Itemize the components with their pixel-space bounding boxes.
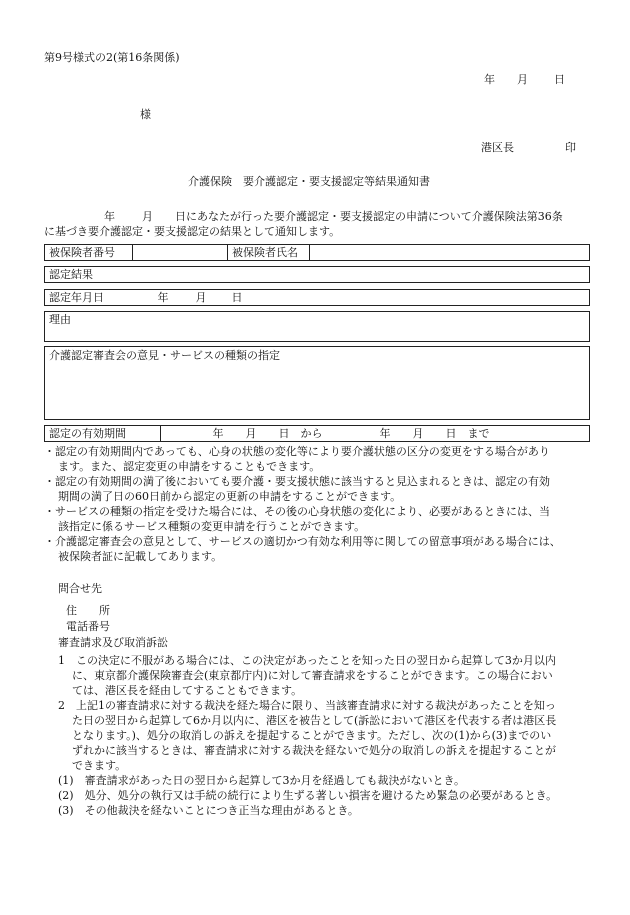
intro-line1: 日にあなたが行った要介護認定・要支援認定の申請について介護保険法第36条	[175, 210, 563, 223]
cert-date-year: 年	[157, 291, 169, 304]
insured-number-value	[133, 245, 228, 261]
result-row	[44, 266, 590, 283]
note-1-line-2: ます。また、認定変更の申請をすることもできます。	[58, 460, 321, 473]
cert-date-label: 認定年月日	[49, 291, 104, 304]
validity-to: 年 月 日 まで	[379, 427, 490, 440]
cert-date-cell	[45, 290, 590, 306]
appeal-p2-line-5: できます。	[72, 759, 127, 772]
validity-label: 認定の有効期間	[45, 426, 161, 442]
insured-name-label: 被保険者氏名	[228, 245, 310, 261]
insured-name-value	[310, 245, 590, 261]
appeal-item-3: (3) その他裁決を経ないことにつき正当な理由があるとき。	[58, 804, 359, 817]
appeal-p2-line-1: 2 上記1の審査請求に対する裁決を経た場合に限り、当該審査請求に対する裁決があったことを知っ	[58, 699, 556, 712]
date-day: 日	[554, 73, 565, 86]
note-4-line-2: 被保険者証に記載してあります。	[58, 550, 223, 563]
insured-number-label: 被保険者番号	[45, 245, 133, 261]
validity-from: 年 月 日 から	[212, 427, 323, 440]
appeal-p2-line-2: た日の翌日から起算して6か月以内に、港区を被告として(訴訟において港区を代表する者は港区長	[72, 714, 557, 727]
validity-range	[161, 426, 590, 442]
cert-date-day: 日	[231, 291, 243, 304]
appeal-item-1: (1) 審査請求があった日の翌日から起算して3か月を経過しても裁決がないとき。	[58, 774, 466, 787]
reason-label: 理由	[49, 313, 71, 326]
reason-box	[44, 311, 590, 342]
intro-line2: に基づき要介護認定・要支援認定の結果として通知します。	[44, 225, 341, 238]
appeal-heading: 審査請求及び取消訴訟	[58, 636, 168, 649]
seal: 印	[565, 141, 576, 154]
appeal-p1-line-1: 1 この決定に不服がある場合には、この決定があったことを知った日の翌日から起算して3か月以内	[58, 654, 556, 667]
contact-address: 住 所	[66, 604, 110, 617]
contact-heading: 問合せ先	[58, 582, 102, 595]
form-label: 第9号様式の2(第16条関係)	[44, 51, 180, 64]
appeal-body	[58, 653, 590, 818]
intro-month: 月	[142, 210, 153, 223]
insured-row	[44, 244, 590, 261]
appeal-p2-line-4: ずれかに該当するときは、審査請求に対する裁決を経ないで処分の取消しの訴えを提起することが	[72, 744, 556, 757]
validity-row	[44, 425, 590, 442]
date-row	[44, 289, 590, 306]
document-title: 介護保険 要介護認定・要支援認定等結果通知書	[188, 175, 430, 188]
opinion-box	[44, 346, 590, 420]
contact-phone: 電話番号	[66, 620, 110, 633]
appeal-p1-line-3: ては、港区長を経由してすることもできます。	[72, 684, 303, 697]
date-month: 月	[517, 73, 528, 86]
note-2-line-1: ・認定の有効期間の満了後においても要介護・要支援状態に該当すると見込まれるときは、認定の有効	[44, 475, 550, 488]
appeal-item-2: (2) 処分、処分の執行又は手続の続行により生ずる著しい損害を避けるため緊急の必要があるとき。	[58, 789, 558, 802]
opinion-label: 介護認定審査会の意見・サービスの種類の指定	[49, 349, 280, 362]
note-1-line-1: ・認定の有効期間内であっても、心身の状態の変化等により要介護状態の区分の変更をする場合があり	[44, 445, 550, 458]
notes	[44, 444, 590, 564]
date-year: 年	[484, 73, 495, 86]
note-3-line-2: 該指定に係るサービス種類の変更申請を行うことができます。	[58, 520, 366, 533]
recipient-suffix: 様	[140, 108, 151, 121]
appeal-p2-line-3: となります。)、処分の取消しの訴えを提起することができます。ただし、次の(1)から(3)までのい	[72, 729, 552, 742]
note-2-line-2: 期間の満了日の60日前から認定の更新の申請をすることができます。	[58, 490, 402, 503]
issuer: 港区長	[481, 141, 514, 154]
cert-date-month: 月	[195, 291, 207, 304]
intro-year: 年	[104, 210, 115, 223]
note-3-line-1: ・サービスの種類の指定を受けた場合には、その後の心身状態の変化により、必要があるときには、当	[44, 505, 550, 518]
result-label: 認定結果	[45, 267, 590, 283]
appeal-p1-line-2: に、東京都介護保険審査会(東京都庁内)に対して審査請求をすることができます。この場合におい	[72, 669, 553, 682]
note-4-line-1: ・介護認定審査会の意見として、サービスの適切かつ有効な利用等に関しての留意事項がある場合には、	[44, 535, 561, 548]
